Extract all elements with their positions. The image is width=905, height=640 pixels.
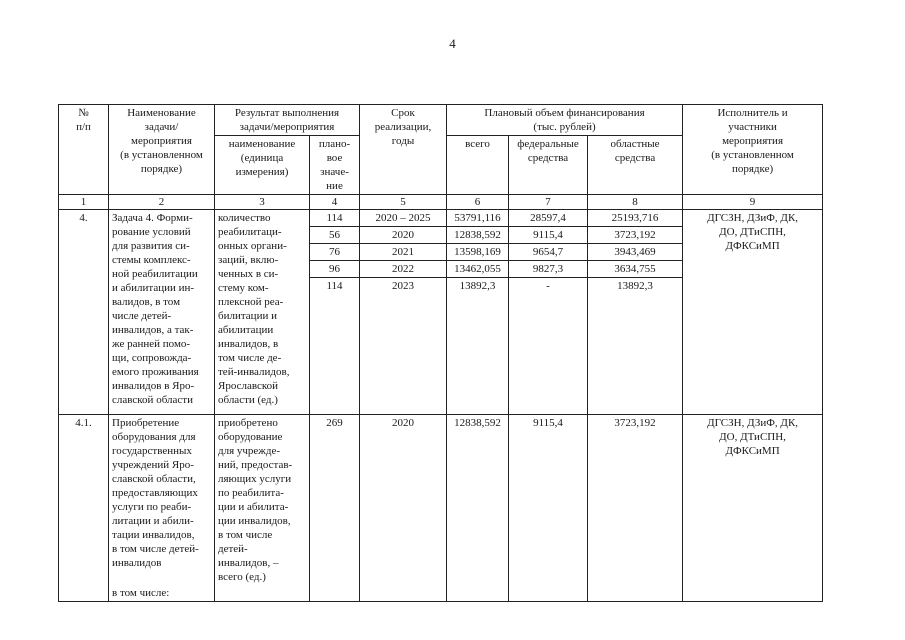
- fin-federal: 9115,4: [509, 227, 588, 244]
- term-years: 2023: [360, 278, 447, 295]
- fin-federal: -: [509, 278, 588, 295]
- financing-table: [58, 104, 823, 602]
- planned-value: 114: [310, 210, 360, 227]
- table-row: [59, 414, 823, 601]
- column-number: 6: [447, 195, 509, 210]
- header-result-name: наименование (единица измерения): [215, 136, 310, 195]
- header-row-1: [59, 105, 823, 136]
- fin-total: 12838,592: [447, 227, 509, 244]
- term-years: 2022: [360, 261, 447, 278]
- header-term: Срок реализации, годы: [360, 105, 447, 195]
- task-name: Задача 4. Форми- рование условий для развития си- стемы комплекс- ной реабилитации и абилитации ин- валидов, в том числе детей- инвалидов, а так- же ранней помо- щи, сопровожда- емого проживания инвалидов в Яро- славской области: [109, 210, 215, 415]
- fin-federal: 9115,4: [509, 414, 588, 601]
- header-num: № п/п: [59, 105, 109, 195]
- planned-value: 96: [310, 261, 360, 278]
- header-result-group: Результат выполнения задачи/мероприятия: [215, 105, 360, 136]
- header-result-value: плано- вое значе- ние: [310, 136, 360, 195]
- task-number: 4.1.: [59, 414, 109, 601]
- column-number: 5: [360, 195, 447, 210]
- planned-value: 56: [310, 227, 360, 244]
- task-name: Приобретение оборудования для государственных учреждений Яро- славской области, предоставляющих услуги по реаби- литации и абили- тации инвалидов, в том числе детей- инвалидов: [112, 416, 199, 569]
- fin-regional: 13892,3: [588, 278, 683, 295]
- header-task-name: Наименование задачи/ мероприятия (в установленном порядке): [109, 105, 215, 195]
- table-row: [59, 210, 823, 227]
- task-executor: ДГСЗН, ДЗиФ, ДК, ДО, ДТиСПН, ДФКСиМП: [683, 210, 823, 415]
- page-number: 4: [449, 36, 456, 51]
- fin-federal: 28597,4: [509, 210, 588, 227]
- fin-regional: 3723,192: [588, 227, 683, 244]
- fin-regional: 3723,192: [588, 414, 683, 601]
- task-executor: ДГСЗН, ДЗиФ, ДК, ДО, ДТиСПН, ДФКСиМП: [683, 414, 823, 601]
- fin-regional: 3943,469: [588, 244, 683, 261]
- fin-regional: 3634,755: [588, 261, 683, 278]
- fin-federal: 9827,3: [509, 261, 588, 278]
- column-number: 1: [59, 195, 109, 210]
- header-fin-regional: областные средства: [588, 136, 683, 195]
- fin-federal: 9654,7: [509, 244, 588, 261]
- planned-value: 269: [310, 414, 360, 601]
- term-years: 2021: [360, 244, 447, 261]
- column-number: 8: [588, 195, 683, 210]
- fin-total: 13462,055: [447, 261, 509, 278]
- task-name-cell: [109, 414, 215, 601]
- planned-value: 76: [310, 244, 360, 261]
- column-number: 4: [310, 195, 360, 210]
- header-executor: Исполнитель и участники мероприятия (в установленном порядке): [683, 105, 823, 195]
- planned-value: 114: [310, 278, 360, 295]
- column-number: 9: [683, 195, 823, 210]
- header-finance-group: Плановый объем финансирования (тыс. рублей): [447, 105, 683, 136]
- term-years: 2020 – 2025: [360, 210, 447, 227]
- task-name-footer: в том числе:: [112, 586, 170, 599]
- term-years: 2020: [360, 227, 447, 244]
- task-number: 4.: [59, 210, 109, 415]
- column-number: 3: [215, 195, 310, 210]
- column-number-row: [59, 195, 823, 210]
- term-years: 2020: [360, 414, 447, 601]
- header-fin-federal: федеральные средства: [509, 136, 588, 195]
- task-indicator: приобретено оборудование для учрежде- ний, предостав- ляющих услуги по реабилита- ции и абилита- ции инвалидов, в том числе детей- инвалидов, – всего (ед.): [215, 414, 310, 601]
- column-number: 2: [109, 195, 215, 210]
- task-indicator: количество реабилитаци- онных органи- заций, вклю- ченных в си- стему ком- плексной реа- билитации и абилитации инвалидов, в том числе де- тей-инвалидов, Ярославской области (ед.): [215, 210, 310, 415]
- fin-total: 13598,169: [447, 244, 509, 261]
- fin-total: 53791,116: [447, 210, 509, 227]
- fin-total: 12838,592: [447, 414, 509, 601]
- fin-total: 13892,3: [447, 278, 509, 295]
- header-fin-total: всего: [447, 136, 509, 195]
- fin-regional: 25193,716: [588, 210, 683, 227]
- column-number: 7: [509, 195, 588, 210]
